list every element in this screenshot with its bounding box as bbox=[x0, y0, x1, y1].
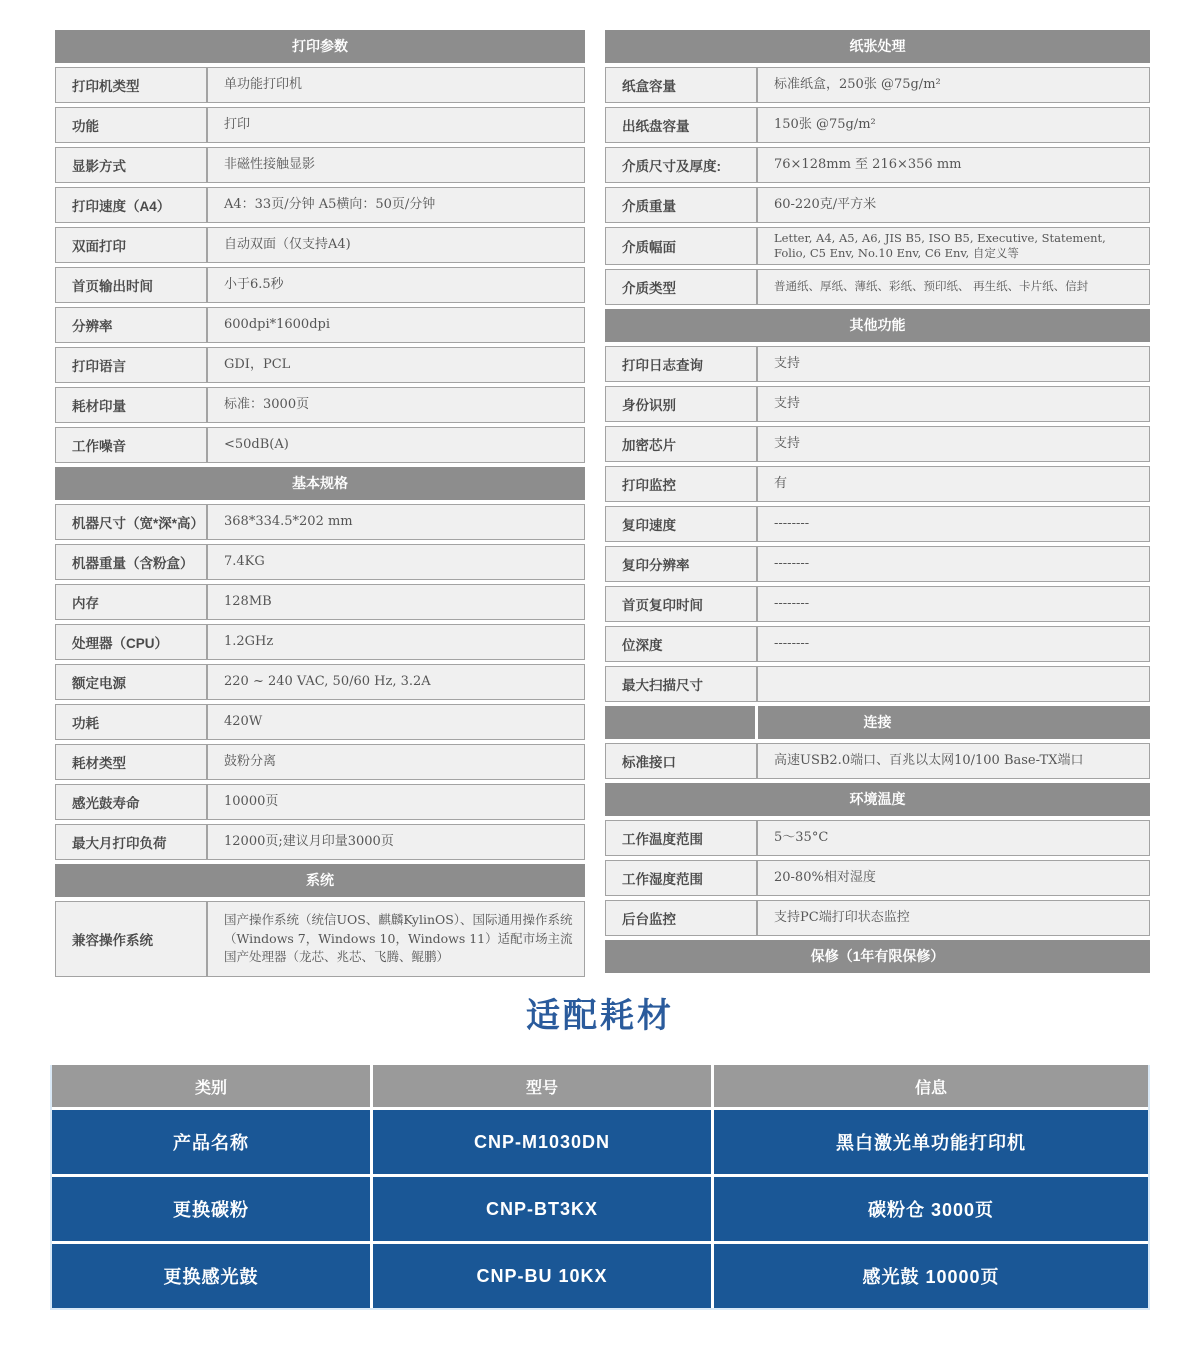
spec-row-label: 工作湿度范围 bbox=[622, 871, 703, 887]
spec-row-label: 打印机类型 bbox=[72, 79, 140, 94]
spec-row-label: 复印分辨率 bbox=[622, 557, 690, 573]
spec-row-label: 打印语言 bbox=[72, 359, 126, 374]
spec-row-value: 小于6.5秒 bbox=[206, 268, 584, 302]
spec-row bbox=[605, 743, 1150, 779]
spec-row-value: 自动双面（仅支持A4) bbox=[206, 228, 584, 262]
spec-row-value: 支持 bbox=[756, 387, 1149, 421]
spec-row-label: 最大月打印负荷 bbox=[72, 836, 167, 851]
consumables-header-cell: 型号 bbox=[373, 1065, 711, 1107]
spec-row-value: 打印 bbox=[206, 108, 584, 142]
spec-row-value: 高速USB2.0端口、百兆以太网10/100 Base-TX端口 bbox=[756, 744, 1149, 778]
spec-row bbox=[55, 67, 585, 103]
spec-row bbox=[605, 666, 1150, 702]
spec-row bbox=[605, 820, 1150, 856]
spec-row-value: 420W bbox=[206, 705, 584, 739]
spec-row bbox=[605, 107, 1150, 143]
section-header-label: 保修（1年有限保修） bbox=[810, 947, 945, 964]
consumables-cell: 更换碳粉 bbox=[52, 1177, 370, 1241]
spec-row-label: 机器尺寸（宽*深*高） bbox=[72, 516, 205, 531]
consumables-row bbox=[52, 1244, 1148, 1308]
section-header bbox=[605, 940, 1150, 973]
spec-row bbox=[605, 626, 1150, 662]
spec-row-label: 打印日志查询 bbox=[622, 357, 703, 373]
spec-tables bbox=[55, 30, 1150, 981]
section-header bbox=[605, 783, 1150, 816]
consumables-cell: CNP-M1030DN bbox=[373, 1110, 711, 1174]
spec-row bbox=[55, 664, 585, 700]
spec-row bbox=[55, 307, 585, 343]
spec-row-label: 耗材类型 bbox=[72, 756, 126, 771]
spec-row-value: 5～35°C bbox=[756, 821, 1149, 855]
spec-row-label: 标准接口 bbox=[622, 754, 676, 770]
spec-row-value: 支持 bbox=[756, 427, 1149, 461]
spec-row-label: 最大扫描尺寸 bbox=[622, 677, 703, 693]
spec-row bbox=[605, 900, 1150, 936]
spec-row-value: 单功能打印机 bbox=[206, 68, 584, 102]
spec-row bbox=[55, 624, 585, 660]
spec-row-label: 复印速度 bbox=[622, 517, 676, 533]
spec-row-value: 128MB bbox=[206, 585, 584, 619]
spec-row bbox=[55, 744, 585, 780]
spec-row-value: -------- bbox=[756, 627, 1149, 661]
spec-row-value: 普通纸、厚纸、薄纸、彩纸、预印纸、 再生纸、卡片纸、信封 bbox=[756, 270, 1149, 304]
consumables-row bbox=[52, 1110, 1148, 1174]
spec-row-label: 感光鼓寿命 bbox=[72, 796, 140, 811]
spec-row-label: 介质重量 bbox=[622, 199, 676, 214]
spec-row-label: 打印监控 bbox=[622, 477, 676, 493]
spec-row bbox=[605, 269, 1150, 305]
section-header bbox=[605, 30, 1150, 63]
spec-row bbox=[605, 466, 1150, 502]
spec-row-value: 60-220克/平方米 bbox=[756, 188, 1149, 222]
spec-row-value: <50dB(A) bbox=[206, 428, 584, 462]
section-header bbox=[55, 467, 585, 500]
consumables-header-cell: 类别 bbox=[52, 1065, 370, 1107]
spec-row-value: 1.2GHz bbox=[206, 625, 584, 659]
spec-row-value: 有 bbox=[756, 467, 1149, 501]
spec-row-label: 双面打印 bbox=[72, 239, 126, 254]
spec-row-value: Letter, A4, A5, A6, JIS B5, ISO B5, Executive, Statement, Folio, C5 Env, No.10 Env, C6 Env, 自定义等 bbox=[756, 228, 1149, 264]
spec-row bbox=[55, 504, 585, 540]
consumables-cell: 黑白激光单功能打印机 bbox=[714, 1110, 1148, 1174]
spec-row bbox=[605, 586, 1150, 622]
spec-row bbox=[605, 860, 1150, 896]
header-column-gap bbox=[755, 706, 758, 739]
section-header-label: 基本规格 bbox=[292, 475, 348, 491]
spec-row-label: 工作温度范围 bbox=[622, 831, 703, 847]
spec-row-value: -------- bbox=[756, 587, 1149, 621]
spec-row-value: 220 ~ 240 VAC, 50/60 Hz, 3.2A bbox=[206, 665, 584, 699]
section-header-label: 系统 bbox=[306, 872, 334, 888]
spec-row bbox=[55, 187, 585, 223]
consumables-table bbox=[50, 1065, 1150, 1310]
spec-row-value: 150张 @75g/m² bbox=[756, 108, 1149, 142]
section-header-label: 纸张处理 bbox=[849, 38, 906, 54]
spec-row-label: 介质类型 bbox=[622, 280, 676, 296]
spec-row bbox=[55, 584, 585, 620]
spec-row-value: 12000页;建议月印量3000页 bbox=[206, 825, 584, 859]
consumables-cell: CNP-BT3KX bbox=[373, 1177, 711, 1241]
spec-row-label: 介质幅面 bbox=[622, 239, 676, 255]
spec-row bbox=[55, 544, 585, 580]
spec-row bbox=[55, 227, 585, 263]
spec-row-label: 分辨率 bbox=[72, 319, 113, 334]
spec-row bbox=[55, 901, 585, 977]
spec-table-print-params bbox=[55, 30, 585, 981]
consumables-cell: 更换感光鼓 bbox=[52, 1244, 370, 1308]
spec-row bbox=[55, 387, 585, 423]
consumables-header-cell: 信息 bbox=[714, 1065, 1148, 1107]
section-header-label: 连接 bbox=[863, 713, 892, 730]
spec-row-value bbox=[756, 667, 1149, 701]
section-header-label: 打印参数 bbox=[292, 38, 348, 54]
spec-row-label: 功能 bbox=[72, 119, 99, 134]
spec-row bbox=[55, 147, 585, 183]
spec-row bbox=[55, 824, 585, 860]
spec-row bbox=[605, 426, 1150, 462]
spec-row-label: 出纸盘容量 bbox=[622, 119, 690, 134]
section-header-label: 其他功能 bbox=[849, 316, 906, 333]
spec-row bbox=[55, 347, 585, 383]
consumables-row bbox=[52, 1177, 1148, 1241]
spec-row bbox=[605, 67, 1150, 103]
spec-row-label: 耗材印量 bbox=[72, 399, 126, 414]
spec-row-value: -------- bbox=[756, 507, 1149, 541]
consumables-cell: 碳粉仓 3000页 bbox=[714, 1177, 1148, 1241]
consumables-section bbox=[50, 988, 1150, 1310]
spec-row bbox=[605, 546, 1150, 582]
spec-row-label: 打印速度（A4） bbox=[72, 199, 171, 214]
spec-table-paper-handling bbox=[605, 30, 1150, 981]
spec-row-label: 处理器（CPU） bbox=[72, 636, 169, 651]
spec-row-label: 额定电源 bbox=[72, 676, 126, 691]
spec-row-value: 368*334.5*202 mm bbox=[206, 505, 584, 539]
spec-row bbox=[605, 506, 1150, 542]
spec-row bbox=[55, 267, 585, 303]
spec-row bbox=[605, 346, 1150, 382]
spec-row-value: 标准：3000页 bbox=[206, 388, 584, 422]
spec-row-label: 首页复印时间 bbox=[622, 597, 703, 613]
section-header bbox=[605, 309, 1150, 342]
spec-row-value: 非磁性接触显影 bbox=[206, 148, 584, 182]
spec-row-label: 显影方式 bbox=[72, 159, 126, 174]
section-header bbox=[55, 864, 585, 897]
spec-row-label: 介质尺寸及厚度: bbox=[622, 159, 721, 174]
spec-row-value: 10000页 bbox=[206, 785, 584, 819]
spec-row-value: A4：33页/分钟 A5横向：50页/分钟 bbox=[206, 188, 584, 222]
spec-row-label: 纸盒容量 bbox=[622, 79, 676, 94]
section-header bbox=[605, 706, 1150, 739]
spec-row-value: 76×128mm 至 216×356 mm bbox=[756, 148, 1149, 182]
spec-row-label: 身份识别 bbox=[622, 397, 676, 413]
spec-row-label: 后台监控 bbox=[622, 911, 676, 927]
spec-row-label: 加密芯片 bbox=[622, 437, 676, 453]
spec-row-label: 首页输出时间 bbox=[72, 279, 153, 294]
spec-row bbox=[55, 107, 585, 143]
spec-row-label: 位深度 bbox=[622, 637, 663, 653]
spec-row bbox=[55, 427, 585, 463]
spec-row-value: GDI，PCL bbox=[206, 348, 584, 382]
section-header-label: 环境温度 bbox=[849, 790, 906, 807]
consumables-cell: 产品名称 bbox=[52, 1110, 370, 1174]
spec-row bbox=[55, 784, 585, 820]
spec-row-value: 600dpi*1600dpi bbox=[206, 308, 584, 342]
spec-row bbox=[605, 227, 1150, 265]
consumables-title: 适配耗材 bbox=[526, 997, 674, 1035]
section-header bbox=[55, 30, 585, 63]
spec-row bbox=[55, 704, 585, 740]
consumables-cell: 感光鼓 10000页 bbox=[714, 1244, 1148, 1308]
spec-row bbox=[605, 386, 1150, 422]
spec-row-label: 功耗 bbox=[72, 716, 99, 731]
spec-row bbox=[605, 187, 1150, 223]
spec-row bbox=[605, 147, 1150, 183]
spec-row-label: 工作噪音 bbox=[72, 439, 126, 454]
spec-row-value: 7.4KG bbox=[206, 545, 584, 579]
spec-row-value: 鼓粉分离 bbox=[206, 745, 584, 779]
consumables-header-row bbox=[52, 1065, 1148, 1107]
spec-row-value: 支持 bbox=[756, 347, 1149, 381]
consumables-cell: CNP-BU 10KX bbox=[373, 1244, 711, 1308]
spec-row-value: -------- bbox=[756, 547, 1149, 581]
spec-row-label: 内存 bbox=[72, 596, 99, 611]
spec-row-label: 兼容操作系统 bbox=[72, 933, 153, 948]
spec-row-value: 支持PC端打印状态监控 bbox=[756, 901, 1149, 935]
spec-row-value: 20-80%相对湿度 bbox=[756, 861, 1149, 895]
spec-row-value: 标准纸盒，250张 @75g/m² bbox=[756, 68, 1149, 102]
spec-row-label: 机器重量（含粉盒） bbox=[72, 556, 194, 571]
spec-row-value: 国产操作系统（统信UOS、麒麟KylinOS）、国际通用操作系统（Windows 7，Windows 10，Windows 11）适配市场主流国产处理器（龙芯、兆芯、飞腾、鲲鹏） bbox=[206, 902, 584, 976]
